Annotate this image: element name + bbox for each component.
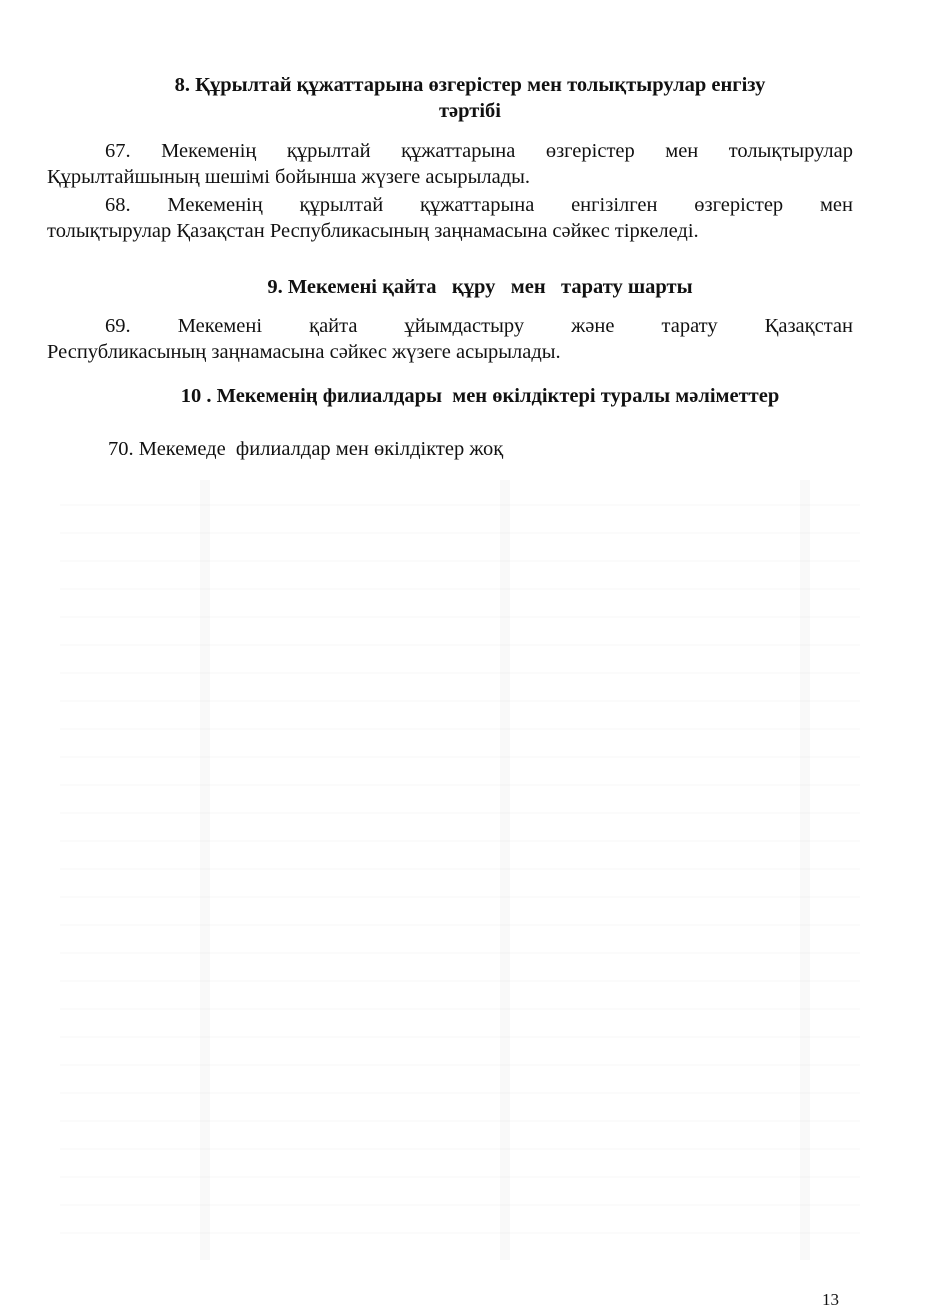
section-10-heading: [110, 383, 850, 409]
section-9-title: 9. Мекемені қайта құру мен тарату шарты: [267, 276, 693, 298]
paragraph-69: [47, 313, 853, 365]
paragraph-70-text: 70. Мекемеде филиалдар мен өкілдіктер жоқ: [108, 438, 504, 460]
paragraph-67: [47, 138, 853, 190]
paragraph-68-line1: 68. Мекеменің құрылтай құжаттарына енгізілген өзгерістер мен: [105, 194, 853, 216]
section-8-title-line1: 8. Құрылтай құжаттарына өзгерістер мен толықтырулар енгізу: [174, 74, 766, 96]
paragraph-67-line1: 67. Мекеменің құрылтай құжаттарына өзгерістер мен толықтырулар: [105, 140, 853, 162]
section-10-title: 10 . Мекеменің филиалдары мен өкілдіктері туралы мәліметтер: [180, 385, 780, 407]
paragraph-67-line2: Құрылтайшының шешімі бойынша жүзеге асырылады.: [47, 166, 531, 188]
section-8-heading: [120, 72, 820, 124]
paragraph-70: [108, 436, 808, 462]
paragraph-68: [47, 192, 853, 244]
paragraph-69-line1: 69. Мекемені қайта ұйымдастыру және тарату Қазақстан: [105, 315, 853, 337]
section-9-heading: [200, 274, 760, 300]
scan-texture: [60, 480, 860, 1260]
paragraph-68-line2: толықтырулар Қазақстан Республикасының заңнамасына сәйкес тіркеледі.: [47, 220, 699, 242]
page-number: 13: [822, 1290, 839, 1309]
paragraph-69-line2: Республикасының заңнамасына сәйкес жүзеге асырылады.: [47, 341, 561, 363]
section-8-title-line2: тәртібі: [438, 100, 501, 122]
